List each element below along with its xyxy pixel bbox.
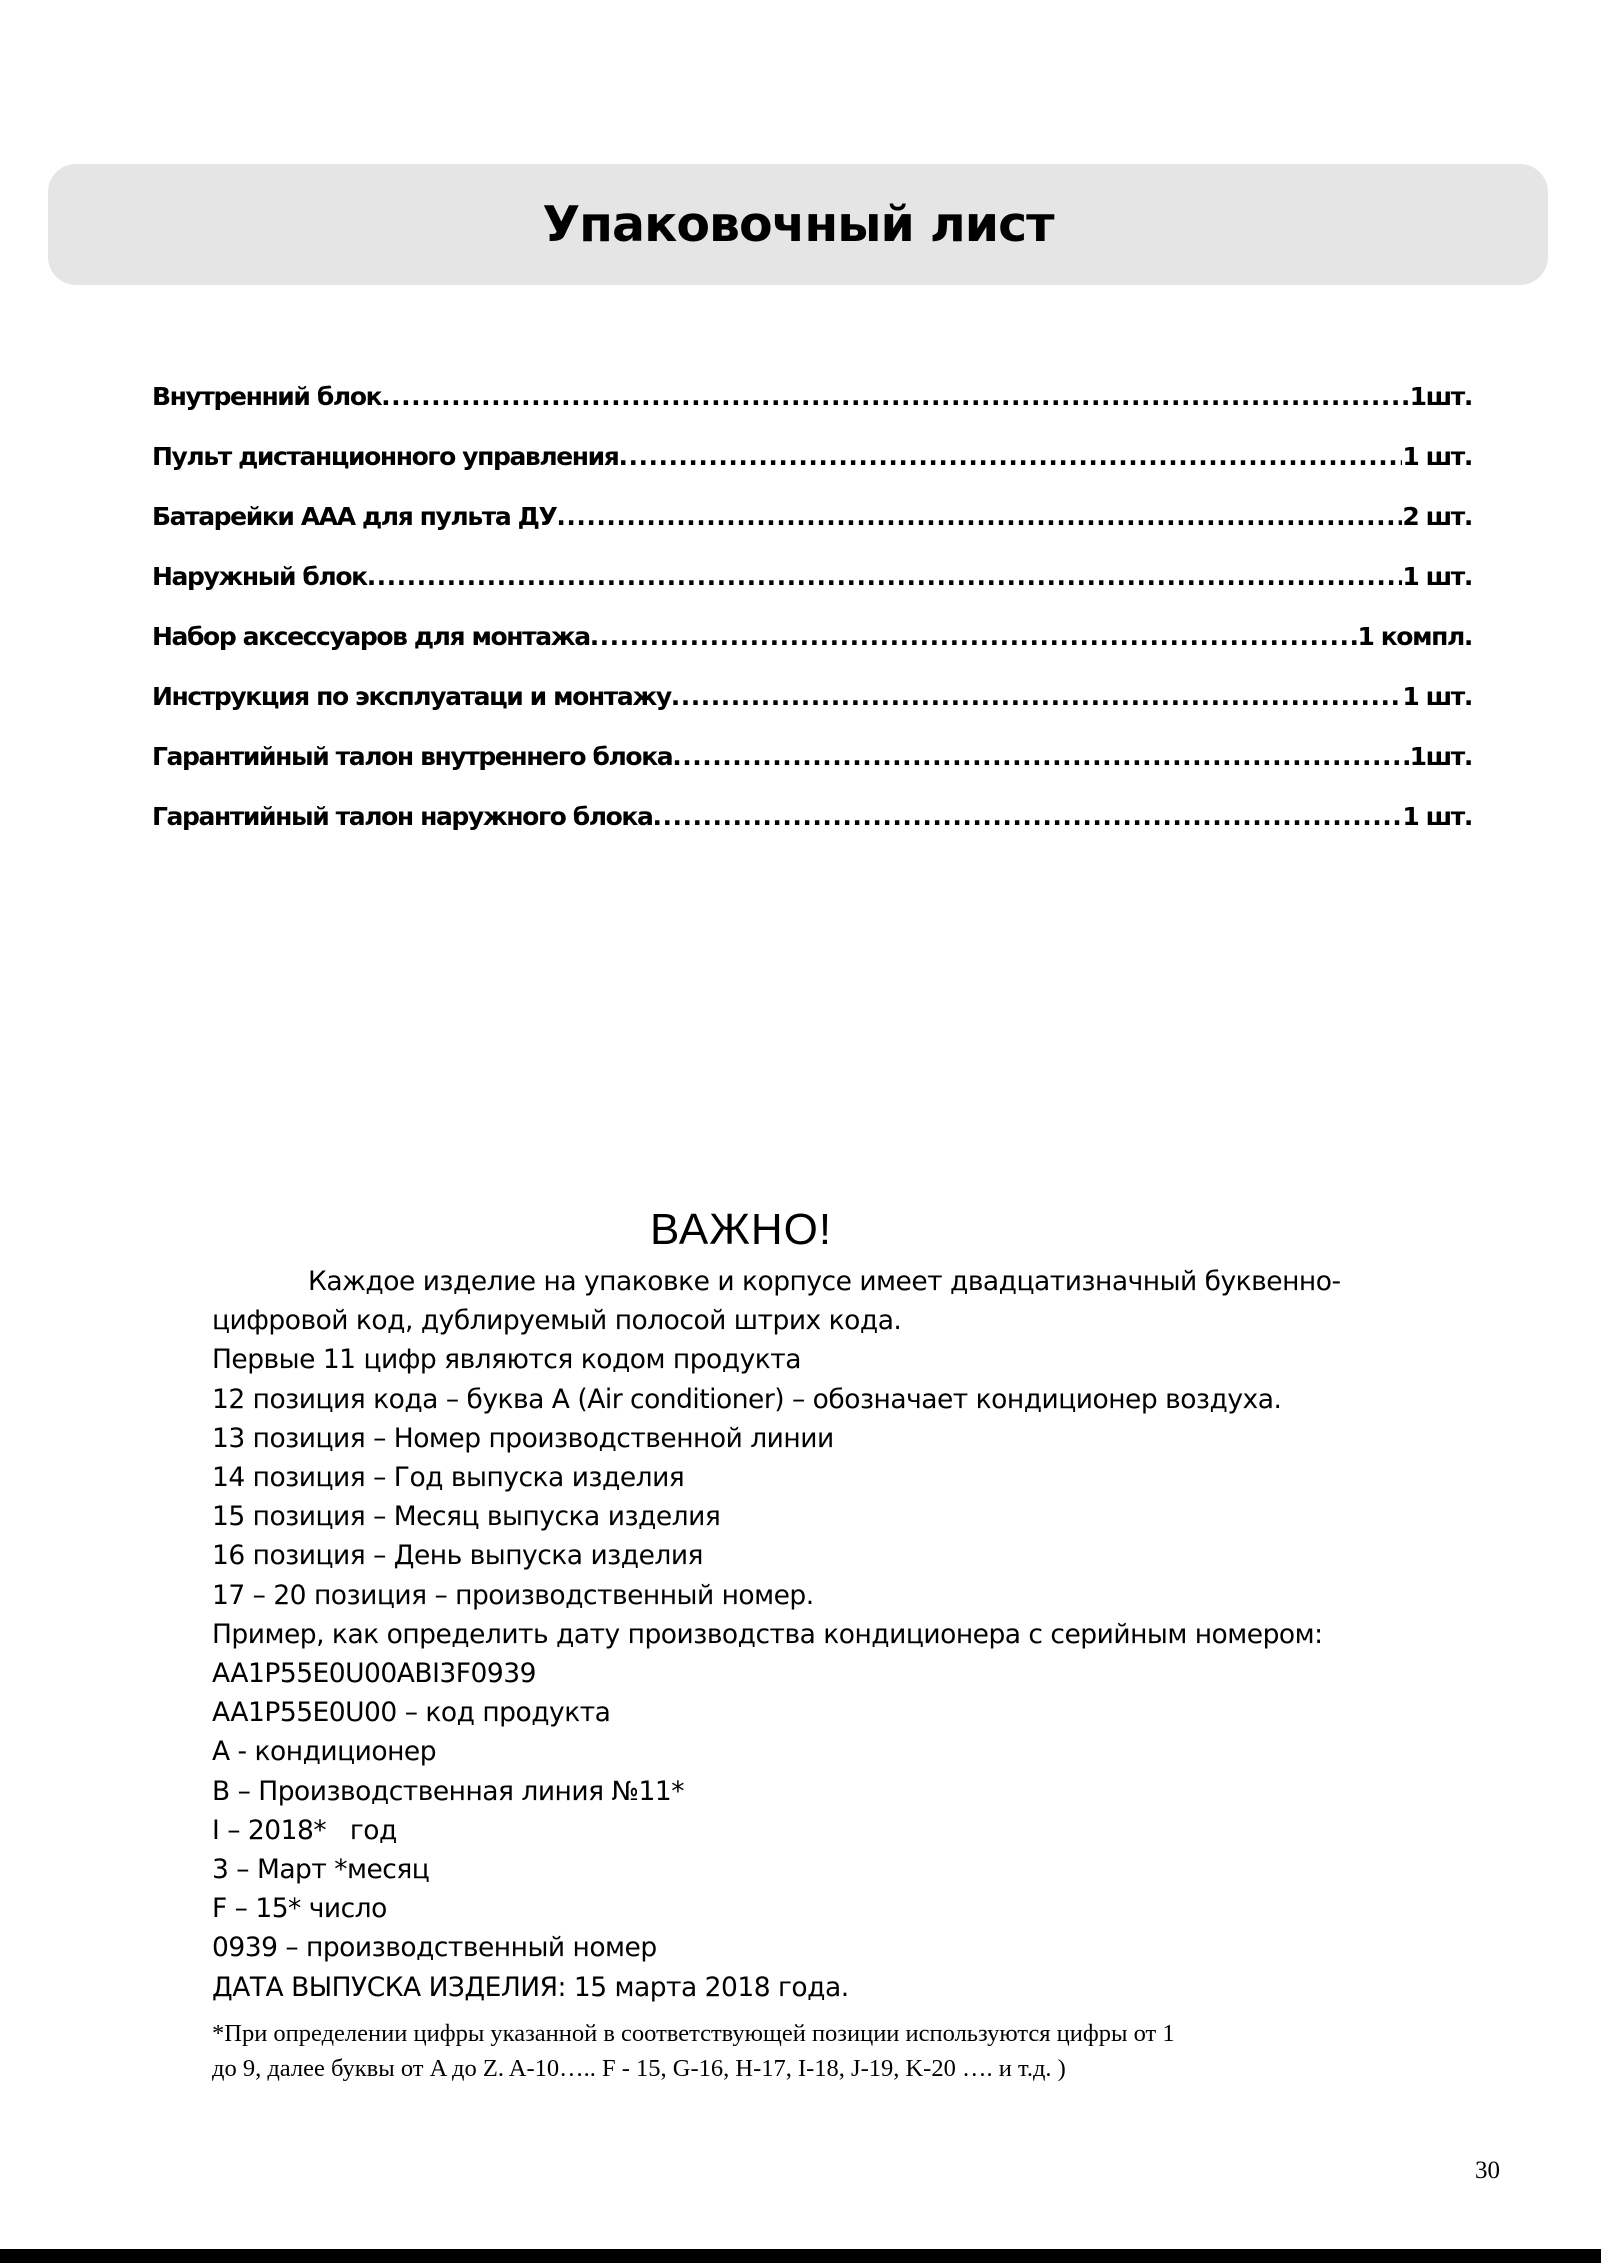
page-number: 30 [1475,2157,1500,2184]
item-quantity: 2 шт. [1402,502,1472,531]
important-heading: ВАЖНО! [649,1205,833,1254]
item-quantity: 1 шт. [1402,682,1472,711]
title-banner [48,164,1548,285]
list-item [152,442,1472,502]
text-line: цифровой код, дублируемый полосой штрих кода. [212,1305,902,1337]
list-item [152,562,1472,622]
list-item [152,742,1472,802]
dot-leader [367,562,1403,591]
dot-leader [556,502,1402,531]
dot-leader [672,742,1409,771]
list-item [152,502,1472,562]
item-quantity: 1шт. [1409,742,1472,771]
list-item [152,802,1472,862]
text-line: Первые 11 цифр являются кодом продукта [212,1344,801,1376]
page-title: Упаковочный лист [542,196,1054,253]
dot-leader [590,622,1358,651]
footnote-line: до 9, далее буквы от A до Z. A-10….. F - 15, G-16, H-17, I-18, J-19, K-20 …. и т.д. ) [212,2055,1066,2082]
text-line: 13 позиция – Номер производственной линии [212,1422,834,1454]
item-name: Набор аксессуаров для монтажа [152,622,590,651]
text-line: A - кондиционер [212,1736,437,1768]
text-line: 12 позиция кода – буква A (Air conditioner) – обозначает кондиционер воздуха. [212,1383,1282,1415]
production-date-line: ДАТА ВЫПУСКА ИЗДЕЛИЯ: 15 марта 2018 года. [212,1971,849,2003]
item-name: Наружный блок [152,562,367,591]
item-name: Батарейки AAA для пульта ДУ [152,502,557,531]
text-line: Пример, как определить дату производства кондиционера с серийным номером: [212,1618,1323,1650]
dot-leader [652,802,1402,831]
dot-leader [618,442,1402,471]
text-line: 15 позиция – Месяц выпуска изделия [212,1501,721,1533]
footnote [212,2016,1392,2086]
text-line: Каждое изделие на упаковке и корпусе имеет двадцатизначный буквенно- [308,1266,1341,1297]
text-line: B – Производственная линия №11* [212,1775,684,1807]
item-quantity: 1 шт. [1402,562,1472,591]
serial-number-example: AA1P55E0U00ABI3F0939 [212,1658,536,1690]
item-quantity: 1 шт. [1402,442,1472,471]
list-item [152,622,1472,682]
text-line: I – 2018* год [212,1814,397,1846]
item-name: Гарантийный талон наружного блока [152,802,653,831]
item-name: Внутренний блок [152,382,382,411]
item-name: Гарантийный талон внутреннего блока [152,742,673,771]
text-line: F – 15* число [212,1893,387,1925]
item-name: Инструкция по эксплуатаци и монтажу [152,682,671,711]
list-item [152,382,1472,442]
item-quantity: 1шт. [1409,382,1472,411]
text-line: 3 – Март *месяц [212,1854,430,1886]
footnote-line: *При определении цифры указанной в соответствующей позиции используются цифры от 1 [212,2020,1175,2047]
text-line: AA1P55E0U00 – код продукта [212,1697,611,1729]
important-text [212,1262,1392,2007]
item-quantity: 1 шт. [1402,802,1472,831]
list-item [152,682,1472,742]
dot-leader [671,682,1403,711]
item-quantity: 1 компл. [1357,622,1472,651]
item-name: Пульт дистанционного управления [152,442,619,471]
text-line: 17 – 20 позиция – производственный номер. [212,1579,814,1611]
packing-list [152,382,1472,862]
text-line: 0939 – производственный номер [212,1932,657,1964]
text-line: 14 позиция – Год выпуска изделия [212,1462,685,1494]
bottom-edge-bar [0,2249,1601,2263]
text-line: 16 позиция – День выпуска изделия [212,1540,703,1572]
dot-leader [381,382,1409,411]
